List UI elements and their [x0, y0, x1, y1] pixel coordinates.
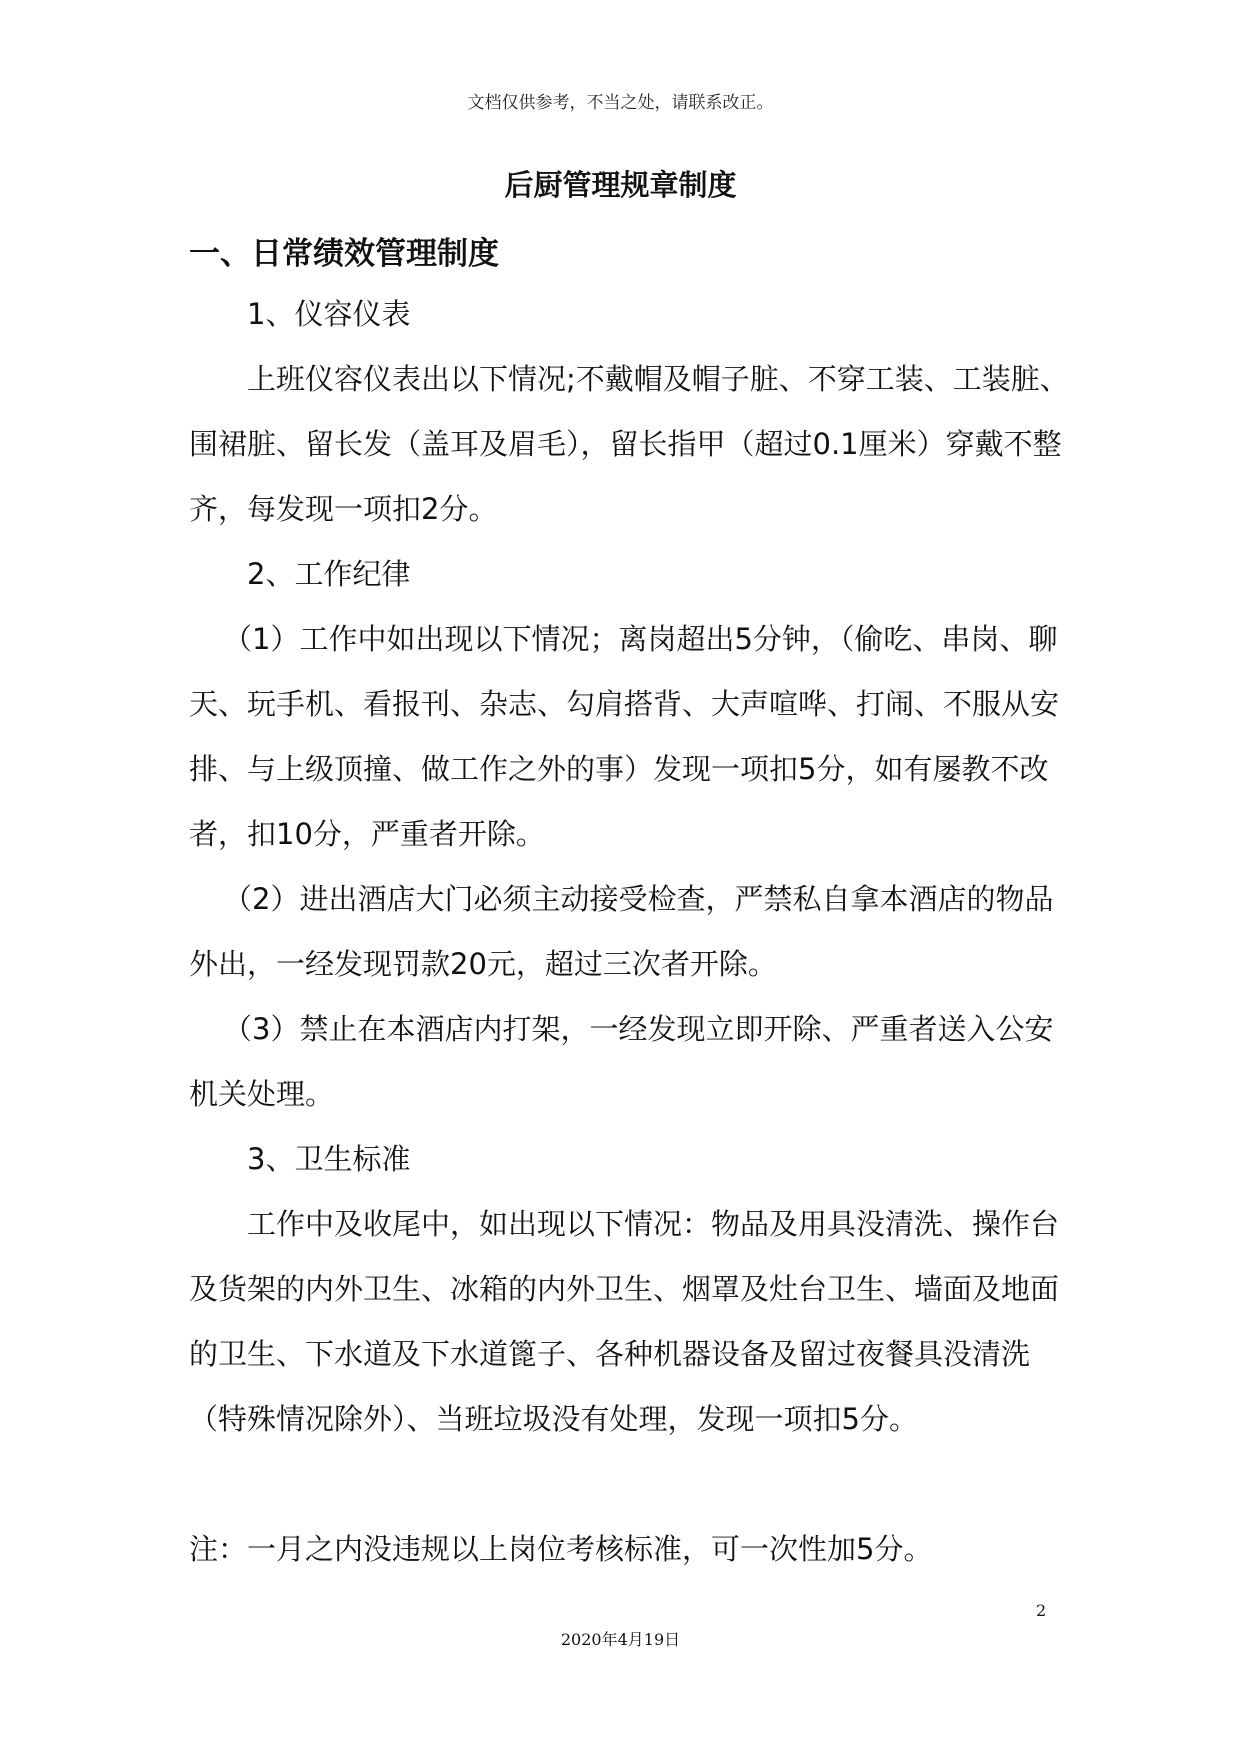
section-heading: 一、日常绩效管理制度 [189, 236, 499, 272]
subsection-heading-appearance: 1、仪容仪表 [247, 297, 411, 331]
header-note: 文档仅供参考，不当之处，请联系改正。 [467, 93, 774, 113]
footer-date: 2020年4月19日 [560, 1630, 681, 1649]
page-number: 2 [1036, 1601, 1047, 1620]
hygiene-rules-paragraph: 工作中及收尾中，如出现以下情况：物品及用具没清洗、操作台及货架的内外卫生、冰箱的内外卫生、烟罩及灶台卫生、墙面及地面的卫生、下水道及下水道篦子、各种机器设备及留过夜餐具没清洗（特殊情况除外）、当班垃圾没有处理，发现一项扣5分。 [189, 1207, 1060, 1436]
document-title: 后厨管理规章制度 [504, 168, 737, 202]
discipline-item-1: （1）工作中如出现以下情况；离岗超出5分钟，（偷吃、串岗、聊天、玩手机、看报刊、杂志、勾肩搭背、大声喧哗、打闹、不服从安排、与上级顶撞、做工作之外的事）发现一项扣5分，如有屡教不改者，扣10分，严重者开除。 [189, 622, 1060, 851]
appearance-rules-paragraph: 上班仪容仪表出以下情况;不戴帽及帽子脏、不穿工装、工装脏、围裙脏、留长发（盖耳及眉毛），留长指甲（超过0.1厘米）穿戴不整齐，每发现一项扣2分。 [189, 362, 1069, 526]
bonus-note: 注：一月之内没违规以上岗位考核标准，可一次性加5分。 [189, 1532, 933, 1566]
subsection-heading-discipline: 2、工作纪律 [247, 557, 411, 591]
discipline-item-3: （3）禁止在本酒店内打架，一经发现立即开除、严重者送入公安机关处理。 [189, 1012, 1054, 1111]
discipline-item-2: （2）进出酒店大门必须主动接受检查，严禁私自拿本酒店的物品外出，一经发现罚款20元，超过三次者开除。 [189, 882, 1054, 981]
subsection-heading-hygiene: 3、卫生标准 [247, 1142, 411, 1176]
